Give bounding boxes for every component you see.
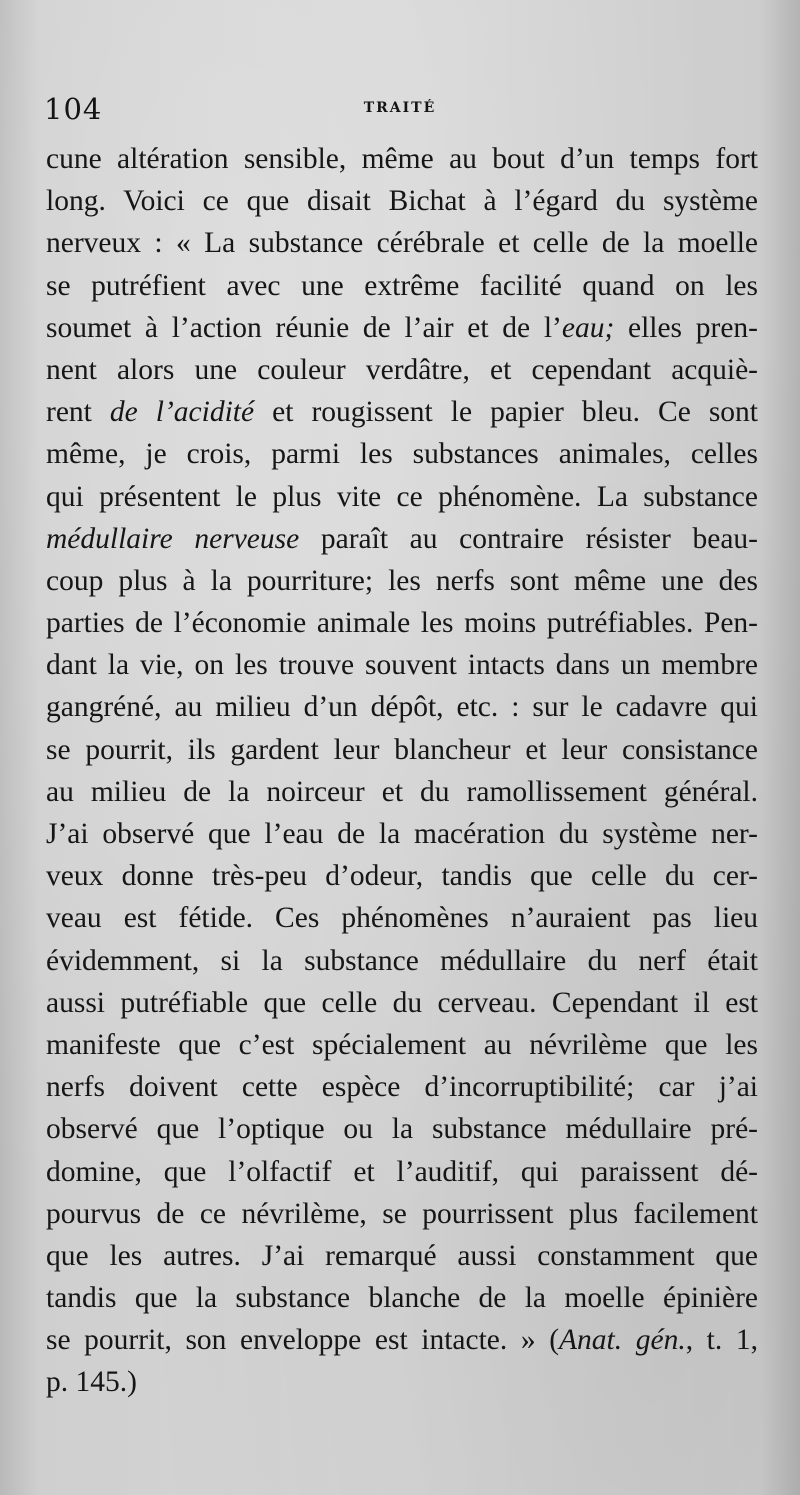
- body-text: [46, 138, 758, 1404]
- page-number: 104: [44, 92, 103, 126]
- text-run: cune altération sensible, même au bout d’un temps fort: [46, 143, 758, 175]
- text-run: rent: [46, 396, 110, 429]
- text-run: pourvus de ce névrilème, se pourrissent plus facilement: [46, 1197, 758, 1230]
- text-run: se pourrit, son enveloppe est intacte. » (: [46, 1324, 560, 1357]
- text-line: [46, 1193, 758, 1235]
- text-line: [46, 982, 758, 1024]
- text-line: [46, 644, 758, 686]
- text-run: elles pren-: [614, 311, 758, 344]
- text-line: [46, 433, 758, 475]
- text-run: J’ai observé que l’eau de la macération du système ner-: [46, 818, 758, 850]
- italic-text: de l’acidité: [109, 396, 255, 429]
- text-line: [46, 307, 758, 349]
- text-line: [46, 855, 758, 897]
- text-run: se putréfient avec une extrême facilité quand on les: [46, 269, 758, 302]
- text-line: [46, 265, 758, 307]
- italic-text: eau;: [561, 311, 615, 344]
- text-line: [46, 138, 758, 180]
- text-run: se pourrit, ils gardent leur blancheur et leur consistance: [46, 733, 758, 766]
- text-run: veau est fétide. Ces phénomènes n’auraient pas lieu: [46, 902, 758, 935]
- text-line: [46, 1151, 758, 1193]
- text-line: [46, 940, 758, 982]
- text-run: long. Voici ce que disait Bichat à l’égard du système: [46, 185, 758, 218]
- text-line: [46, 391, 758, 433]
- text-run: parties de l’économie animale les moins putréfiables. Pen-: [46, 607, 758, 640]
- text-line: [46, 602, 758, 644]
- text-run: nerveux : « La substance cérébrale et celle de la moelle: [46, 227, 758, 260]
- text-line: [46, 1319, 758, 1361]
- text-run: aussi putréfiable que celle du cerveau. Cependant il est: [46, 986, 758, 1019]
- text-run: et rougissent le papier bleu. Ce sont: [254, 396, 759, 429]
- text-run: veux donne très-peu d’odeur, tandis que celle du cer-: [46, 860, 758, 893]
- page-header: [40, 92, 760, 128]
- text-line: [46, 518, 758, 560]
- text-line: [46, 897, 758, 939]
- italic-text: Anat. gén.: [559, 1324, 686, 1357]
- text-run: évidemment, si la substance médullaire du nerf était: [46, 944, 758, 977]
- text-run: , t. 1,: [685, 1324, 758, 1357]
- text-line: [46, 1108, 758, 1150]
- text-run: paraît au contraire résister beau-: [299, 522, 758, 555]
- text-line: [46, 349, 758, 391]
- text-run: gangréné, au milieu d’un dépôt, etc. : sur le cadavre qui: [46, 691, 758, 724]
- text-run: p. 145.): [46, 1366, 137, 1399]
- text-run: soumet à l’action réunie de l’air et de l’: [46, 311, 562, 344]
- text-line: [46, 729, 758, 771]
- text-run: coup plus à la pourriture; les nerfs sont même une des: [46, 564, 758, 597]
- text-line: [46, 476, 758, 518]
- text-line: [46, 813, 758, 855]
- text-line: [46, 1361, 758, 1403]
- text-run: nent alors une couleur verdâtre, et cependant acquiè-: [46, 353, 758, 386]
- text-run: dant la vie, on les trouve souvent intacts dans un membre: [46, 649, 758, 682]
- text-line: [46, 771, 758, 813]
- text-line: [46, 1235, 758, 1277]
- text-run: que les autres. J’ai remarqué aussi constamment que: [46, 1239, 758, 1272]
- text-run: tandis que la substance blanche de la moelle épinière: [46, 1282, 758, 1315]
- running-title: TRAITÉ: [363, 100, 437, 116]
- text-line: [46, 1277, 758, 1319]
- text-run: observé que l’optique ou la substance médullaire pré-: [46, 1113, 758, 1146]
- text-run: au milieu de la noirceur et du ramollissement général.: [46, 775, 758, 808]
- text-line: [46, 180, 758, 222]
- text-line: [46, 686, 758, 728]
- text-run: qui présentent le plus vite ce phénomène. La substance: [46, 480, 758, 513]
- text-run: même, je crois, parmi les substances animales, celles: [46, 438, 758, 471]
- text-line: [46, 1066, 758, 1108]
- text-line: [46, 560, 758, 602]
- text-run: domine, que l’olfactif et l’auditif, qui paraissent dé-: [46, 1155, 758, 1188]
- text-line: [46, 1024, 758, 1066]
- italic-text: médullaire nerveuse: [46, 522, 300, 555]
- text-line: [46, 222, 758, 264]
- text-run: nerfs doivent cette espèce d’incorruptibilité; car j’ai: [46, 1071, 758, 1104]
- text-run: manifeste que c’est spécialement au névrilème que les: [46, 1028, 758, 1061]
